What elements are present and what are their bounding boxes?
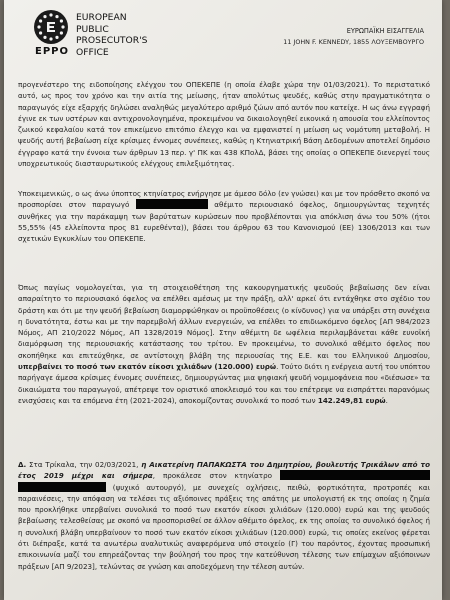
paragraph-3-bold-amount-threshold: υπερβαίνει το ποσό των εκατόν είκοσι χιλιάδων (120.000) ευρώ <box>18 362 277 372</box>
paragraph-2-text-b: αθέμιτο περιουσιακό όφελος, δημιουργώντας τεχνητές συνθήκες για την παράκαμψη των βαρύτατων κυρώσεων που προβλέπονται για απόκλιση άνω του 50% (ήτοι 55,55% (45 ελλείποντα προς 81 ευρεθέντα)), βάσει του άρθρου 63 του Κανονισμού (ΕΕ) 1306/2013 και των σχετικών Εγκυκλίων του ΟΠΕΚΕΠΕ. <box>18 200 430 244</box>
paragraph-2-text-a: Υποκειμενικώς, ο ως άνω ύποπτος κτηνίατρος ενήργησε με άμεσο δόλο (εν γνώσει) και με τον πρόσθετο σκοπό να προσπορίσει στον παραγωγό <box>18 189 430 210</box>
logo-text: EPPO <box>35 46 69 57</box>
paragraph-3 <box>18 282 430 406</box>
redaction-bar <box>136 199 208 209</box>
org-name-line: EUROPEAN <box>76 12 127 23</box>
paragraph-3-end: . <box>385 395 388 405</box>
org-name-line: OFFICE <box>76 46 109 58</box>
paragraph-4-text-e: (ψυχικό αυτουργό), με συνεχείς οχλήσεις, πειθώ, φορτικότητα, προτροπές και παραινέσεις, την απόφαση να τελέσει τις αξιόποινες πράξεις της απάτης με υπολογιστή εκ της οποίας η ζημία που προκλήθηκε υπερβαίνει συνολικά το ποσό των εκατόν είκοσι χιλιάδων (120.000) ευρώ και της ψευδούς βεβαίωσης τελεσθείσας με σκοπό να προσπορισθεί σε άλλον αθέμιτο όφελος, εκ της οποίας το συνολικό όφελος ή η συνολική βλάβη υπερβαίνουν το ποσό των εκατόν είκοσι χιλιάδων (120.000) ευρώ, τις οποίες εκείνος φέρεται ότι διέπραξε, κατά τα ανωτέρω αναλυτικώς αναφερόμενα υπό στοιχείο (Γ) του παρόντος, έχοντας προσωπική επικοινωνία μαζί του επηρεάζοντας την βούλησή του προς την κατεύθυνση τέλεσης των επίμαχων αξιόποινων πράξεων [ΑΠ 9/2023], τελώντας σε γνώση και αποδεχόμενη την τέλεση αυτών. <box>18 482 430 571</box>
paragraph-4-bold-name: η Αικατερίνη ΠΑΠΑΚΩΣΤΑ του Δημητρίου, βουλευτής Τρικάλων από το έτος 2019 μέχρι και σήμερα <box>18 460 430 481</box>
address: 11 JOHN F. KENNEDY, 1855 ΛΟΥΞΕΜΒΟΥΡΓΟ <box>283 38 424 46</box>
paragraph-3-bold-total: 142.249,81 ευρώ <box>317 395 386 405</box>
org-name-line: PROSECUTOR'S <box>76 35 148 46</box>
redaction-bar <box>18 482 106 492</box>
paragraph-3-text-a: Όπως παγίως νομολογείται, για τη στοιχειοθέτηση της κακουργηματικής ψευδούς βεβαίωσης δεν είναι απαραίτητο το περιουσιακό όφελος να επέλθει αμέσως με την πράξη, αλλ' αρκεί ότι εντάχθηκε στο σχέδιο του δράστη και ότι με την ψευδή βεβαίωση διαμορφώθηκαν οι προϋποθέσεις (ο κίνδυνος) για να υπάρξει στη συνέχεια η δυνατότητα, έστω και με την παρεμβολή άλλων ενεργειών, να επέλθει το επιδιωκόμενο όφελος [ΑΠ 984/2023 Νόμος, ΑΠ 210/2022 Νόμος, ΑΠ 1328/2019 Νόμος]. Στην αθέμιτη δε ωφέλεια περιλαμβάνεται κάθε ευνοϊκή διαμόρφωση της περιουσιακής κατάστασης του τρίτου. Εν προκειμένω, το συνολικό αθέμιτο όφελος που σκοπήθηκε και επιτεύχθηκε, σε αντίστοιχη βλάβη της περιουσίας της Ε.Ε. και του Ελληνικού Δημοσίου, <box>18 283 430 360</box>
letterhead <box>30 10 424 70</box>
stars-icon <box>34 10 68 44</box>
redaction-bar <box>280 470 430 480</box>
document-page <box>4 0 442 600</box>
paragraph-3-text-c: . Τούτο διότι η ενέργεια αυτή του υπόπτου παρήγαγε άμεσα κρίσιμες έννομες συνέπειες, δημιουργώντας μια ψηφιακή ψευδή νομιμοφάνεια που «διέσωσε» τα δικαιώματα του παραγωγού, απέτρεψε τον οριστικό αποκλεισμό του και του επέτρεψε να εισπράττει παρανόμως ενισχύσεις και τα επόμενα έτη (2021-2024), αποκομίζοντας συνολικά το ποσό των <box>18 362 430 405</box>
paragraph-4-text-b: Στα Τρίκαλα, την 02/03/2021, <box>26 460 142 469</box>
org-name-line: PUBLIC <box>76 23 109 35</box>
paragraph-4-text-d: , προκάλεσε στον κτηνίατρο <box>152 471 273 481</box>
paragraph-2 <box>18 188 430 244</box>
paragraph-1: προγενέστερο της ειδοποίησης ελέγχου του ΟΠΕΚΕΠΕ (η οποία έλαβε χώρα την 01/03/2021). Το περιστατικό αυτό, ως προς τον χρόνο και την αιτία της μείωσης, ήταν απολύτως ψευδές, καθώς στην πραγματικότητα ο παραγωγός είχε εξαρχής δηλώσει αναληθώς μεγαλύτερο αριθμό ζώων από αυτόν που κατείχε. Η ως άνω εγγραφή έγινε εκ των υστέρων και αντιχρονολογημένα, προκειμένου να δικαιολογηθεί εικονικά η απουσία του ελλείποντος ζωικού κεφαλαίου κατά τον επικείμενο επιτόπιο έλεγχο και να εμφανιστεί η μείωση ως νομότυπη μεταβολή. Η ψευδής αυτή βεβαίωση είχε κρίσιμες έννομες συνέπειες, καθώς η Κτηνιατρική Βάση Δεδομένων αποτελεί δημόσιο έγγραφο κατά την έννοια των άρθρων 13 περ. γ' ΠΚ και 438 ΚΠολΔ, βάσει της οποίας ο ΟΠΕΚΕΠΕ διενεργεί τους υποχρεωτικούς διασταυρωτικούς ελέγχους επιλεξιμότητας. <box>18 80 430 169</box>
agency-address <box>283 26 424 48</box>
section-label: Δ. <box>18 460 27 469</box>
agency-name: ΕΥΡΩΠΑΪΚΗ ΕΙΣΑΓΓΕΛΙΑ <box>346 27 424 35</box>
paragraph-4 <box>18 459 430 572</box>
eppo-logo <box>30 10 74 58</box>
organization-name <box>76 12 196 58</box>
